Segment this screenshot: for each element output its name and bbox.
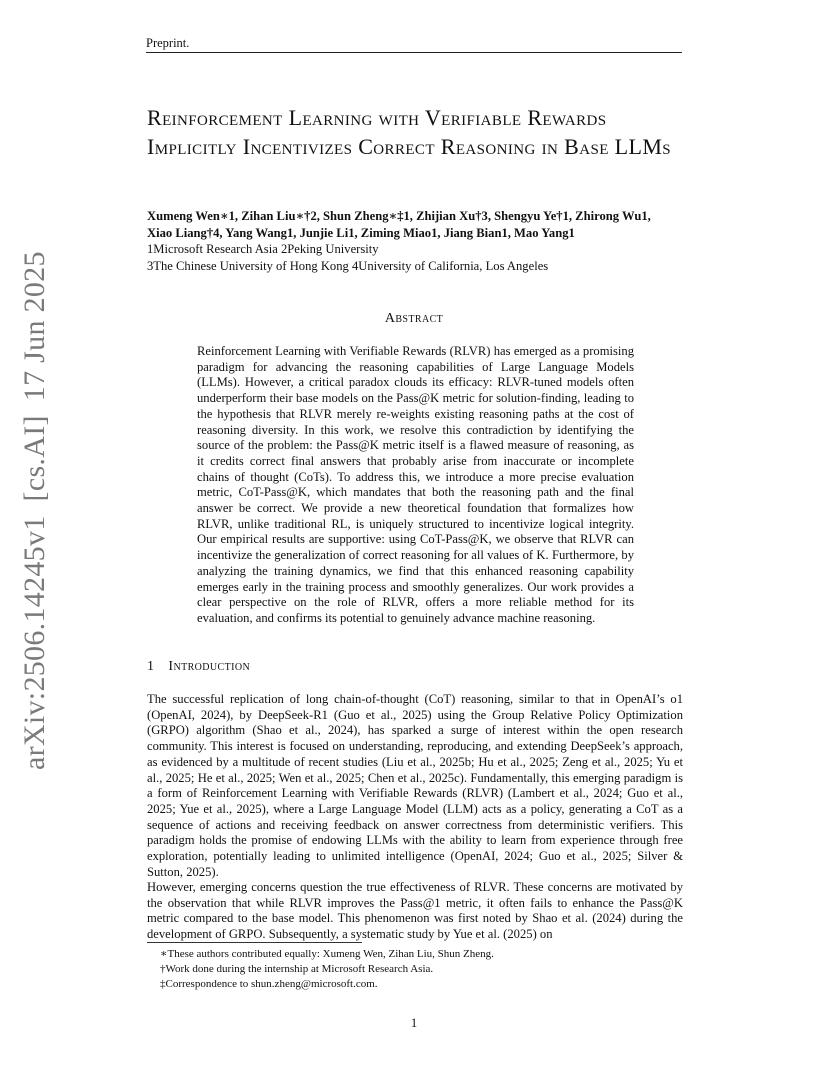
abstract-heading: Abstract (384, 311, 444, 326)
abstract-body: Reinforcement Learning with Verifiable Rewards (RLVR) has emerged as a promising paradigm for advancing the reasoning capabilities of Large Language Models (LLMs). However, a critical paradox clouds its efficacy: RLVR-tuned models often underperform their base models on the Pass@K metric for solution-finding, leading to the hypothesis that RLVR merely re-weights existing reasoning paths at the cost of reasoning diversity. In this work, we resolve this contradiction by identifying the source of the problem: the Pass@K metric itself is a flawed measure of reasoning, as it credits correct final answers that probably arise from inaccurate or incomplete chains of thought (CoTs). To address this, we introduce a more precise evaluation metric, CoT-Pass@K, which mandates that both the reasoning path and the final answer be correct. We provide a new theoretical foundation that formalizes how RLVR, unlike traditional RL, is uniquely structured to incentivize logical integrity. Our empirical results are supportive: using CoT-Pass@K, we observe that RLVR can incentivize the generalization of correct reasoning for all values of K. Furthermore, by analyzing the training dynamics, we find that this enhanced reasoning capability emerges early in the training process and smoothly generalizes. Our work provides a clear perspective on the role of RLVR, offers a more reliable method for its evaluation, and confirms its potential to genuinely advance machine reasoning. (197, 344, 634, 625)
affiliation-line-2: 3The Chinese University of Hong Kong 4University of California, Los Angeles (147, 259, 549, 273)
paper-title: Reinforcement Learning with Verifiable Rewards Implicitly Incentivizes Correct Reasoning in Base LLMs (147, 105, 672, 159)
section-title: Introduction (168, 659, 251, 674)
footnote-rule (147, 942, 362, 943)
footnotes (160, 947, 494, 992)
arxiv-id: arXiv:2506.14245v1 (18, 515, 51, 770)
intro-paragraph-2: However, emerging concerns question the true effectiveness of RLVR. These concerns are motivated by the observation that while RLVR improves the Pass@1 metric, it often fails to enhance the Pass@K metric compared to the base model. This phenomenon was first noted by Shao et al. (2024) during the development of GRPO. Subsequently, a systematic study by Yue et al. (2025) on (147, 880, 683, 942)
author-line-1: Xumeng Wen∗1, Zihan Liu∗†2, Shun Zheng∗‡1, Zhijian Xu†3, Shengyu Ye†1, Zhirong Wu1, (147, 209, 651, 223)
section-number: 1 (147, 659, 155, 674)
footnote-correspondence: ‡Correspondence to shun.zheng@microsoft.com. (160, 978, 378, 990)
running-header: Preprint. (146, 36, 190, 50)
author-list (147, 208, 687, 242)
footnote-equal-contribution: ∗These authors contributed equally: Xumeng Wen, Zihan Liu, Shun Zheng. (160, 948, 494, 960)
author-line-2: Xiao Liang†4, Yang Wang1, Junjie Li1, Ziming Miao1, Jiang Bian1, Mao Yang1 (147, 226, 575, 240)
intro-paragraph-1: The successful replication of long chain-of-thought (CoT) reasoning, similar to that in OpenAI’s o1 (OpenAI, 2024), by DeepSeek-R1 (Guo et al., 2025) using the Group Relative Policy Optimization (GRPO) algorithm (Shao et al., 2024), has sparked a surge of interest within the open research community. This interest is focused on understanding, reproducing, and extending DeepSeek’s approach, as evidenced by a multitude of recent studies (Liu et al., 2025b; Hu et al., 2025; Zeng et al., 2025; Yu et al., 2025; He et al., 2025; Wen et al., 2025; Chen et al., 2025c). Fundamentally, this emerging paradigm is a form of Reinforcement Learning with Verifiable Rewards (RLVR) (Lambert et al., 2024; Guo et al., 2025; Yue et al., 2025), where a Large Language Model (LLM) acts as a policy, generating a CoT as a sequence of actions and receiving feedback on answer correctness from deterministic verifiers. This paradigm holds the promise of endowing LLMs with the ability to learn from experience through free exploration, potentially leading to unlimited intelligence (OpenAI, 2024; Guo et al., 2025; Silver & Sutton, 2025). (147, 692, 683, 879)
footnote-internship: †Work done during the internship at Microsoft Research Asia. (160, 963, 434, 975)
section-heading (147, 659, 250, 675)
affiliation-line-1: 1Microsoft Research Asia 2Peking University (147, 242, 379, 256)
arxiv-category: [cs.AI] (18, 415, 51, 502)
arxiv-date: 17 Jun 2025 (18, 251, 51, 402)
page-number: 1 (410, 1016, 418, 1030)
header-rule (146, 52, 682, 53)
